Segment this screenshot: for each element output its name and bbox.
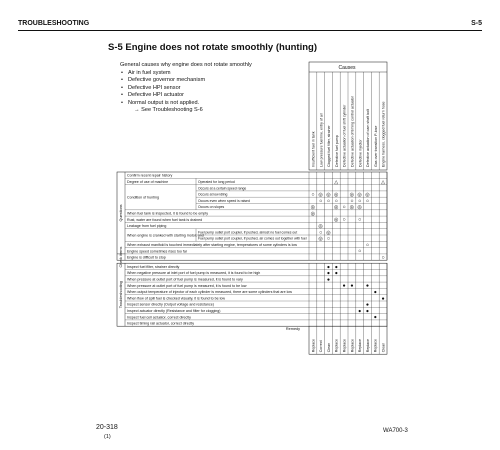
mark: ◎ xyxy=(326,192,331,198)
mark: ◎ xyxy=(310,204,316,211)
mark: ● xyxy=(326,276,331,283)
mark: ◎ xyxy=(318,236,323,243)
cause-column-label: Defective actuation of fuel shift cylinder xyxy=(342,104,347,167)
mark: △ xyxy=(381,179,386,186)
mark: ○ xyxy=(319,229,323,236)
check-item-text: Inspect actuator directly (Resistance and filter for clogging) xyxy=(127,309,221,313)
mark: ● xyxy=(334,264,338,271)
mark: ● xyxy=(365,308,370,315)
mark: ● xyxy=(381,295,385,302)
general-causes-heading: General causes why engine does not rotate smoothly xyxy=(120,62,252,68)
causes-header: Causes xyxy=(338,65,356,71)
mark: ● xyxy=(358,308,362,315)
see-reference: → See Troubleshooting S-6 xyxy=(134,107,203,113)
remedy-value: Clean xyxy=(326,342,331,353)
check-item-text: When pressure at outlet port of fuel pump is measured, it is found to vary xyxy=(127,277,243,282)
check-item-text: When pressure at outlet port of fuel pump is measured, it is found to be low xyxy=(127,283,247,288)
question-subtext: Fuel pump outlet port coupler, if pushed, air comes out together with fuel xyxy=(198,236,307,241)
remedy-value: Replace xyxy=(358,339,363,353)
mark: ○ xyxy=(319,198,323,205)
question-text: Degree of use of machine xyxy=(127,180,169,184)
mark: ○ xyxy=(342,217,346,224)
cause-column-label: Defective fuel pump xyxy=(334,135,339,167)
mark: ● xyxy=(373,289,377,296)
remedy-value: Replace xyxy=(342,339,347,353)
mark: △ xyxy=(334,179,339,186)
mark: ○ xyxy=(311,192,315,198)
cause-column-label: Low pressure fuel line, entry of air xyxy=(319,113,324,167)
remedy-value: Correct xyxy=(319,340,324,353)
mark: ◎ xyxy=(357,192,362,198)
question-text: Engine is difficult to stop xyxy=(127,255,166,260)
cause-column-label: Clogged fuel filter, strainer xyxy=(327,125,332,167)
mark: ○ xyxy=(326,198,331,205)
mark: ○ xyxy=(381,255,385,261)
question-subtext: Operated for long period xyxy=(198,180,235,184)
cause-item: • Normal output is not applied. xyxy=(120,100,252,108)
section-title: TROUBLESHOOTING xyxy=(18,20,90,27)
mark: ◎ xyxy=(326,229,331,236)
mark: ◎ xyxy=(334,204,339,211)
mark: ◎ xyxy=(318,223,323,230)
section-ref: S-5 xyxy=(471,20,482,27)
page-number: 20-318 xyxy=(96,424,118,431)
question-text: Engine speed sometimes rises too far xyxy=(127,249,188,254)
question-text: When fuel tank is inspected, it is found to be empty xyxy=(127,211,209,216)
mark: ○ xyxy=(326,236,331,243)
cause-item: • Defective HPI sensor xyxy=(120,85,252,93)
mark: ○ xyxy=(358,248,362,255)
group-label: Questions xyxy=(119,204,124,222)
mark: ● xyxy=(342,283,346,290)
remedy-label: Remedy xyxy=(285,327,301,332)
cause-column-label: Engine harness, clogged fuel return hose xyxy=(381,101,386,167)
question-text: Leakage from fuel piping xyxy=(127,224,167,229)
question-subtext: Occurs on slopes xyxy=(198,205,225,210)
check-item-text: When output temperature of injector of each cylinder is measured, there are some cylinders that are low xyxy=(127,290,292,295)
check-item-text: Inspect sensor directly (Output voltage and resistance) xyxy=(127,302,214,307)
mark: ● xyxy=(350,283,354,290)
cause-item: • Defective governor mechanism xyxy=(120,77,252,85)
check-item-text: When negative pressure at inlet port of fuel pump is measured, it is found to be high xyxy=(127,271,261,276)
check-item-text: Inspect fuel filter, strainer directly xyxy=(127,264,180,269)
mark: ◎ xyxy=(318,192,323,198)
question-subtext: Occurs even when speed is raised xyxy=(198,198,250,203)
mark: ○ xyxy=(350,198,354,205)
question-text: Confirm recent repair history xyxy=(127,173,173,178)
cause-column-label: Gas over transition P-lose xyxy=(373,125,378,167)
cause-column-labels xyxy=(312,95,386,167)
page-number-sub: (1) xyxy=(104,434,111,440)
question-text: When engine is cranked with starting motor, and xyxy=(127,233,204,238)
check-item-text: Inspect fuel cell actuator, correct directly xyxy=(127,315,191,320)
group-labels xyxy=(119,204,123,308)
mark: ● xyxy=(334,270,338,277)
group-label: Check items xyxy=(119,246,124,268)
mark: ● xyxy=(326,270,331,277)
mark: ○ xyxy=(365,242,370,249)
model-code: WA700-3 xyxy=(383,428,408,434)
remedy-value: Replace xyxy=(350,339,355,353)
question-text: Rust, water are found when fuel tank is drained xyxy=(127,217,203,222)
mark: ● xyxy=(373,314,377,321)
mark: ● xyxy=(365,283,370,290)
mark: ◎ xyxy=(349,204,355,211)
mark: ○ xyxy=(365,198,370,205)
mark: ◎ xyxy=(365,192,370,198)
mark: ○ xyxy=(358,198,362,205)
mark: ◎ xyxy=(349,192,355,198)
mark: ● xyxy=(326,264,331,271)
check-rows xyxy=(127,265,292,326)
cause-column-label: Insufficient fuel in tank xyxy=(311,131,316,167)
page-title: S-5 Engine does not rotate smoothly (hunting) xyxy=(108,42,317,53)
remedy-value: Replace xyxy=(365,339,370,353)
mark: ◎ xyxy=(357,204,362,211)
mark: ○ xyxy=(342,204,346,211)
group-label: Troubleshooting xyxy=(119,281,124,309)
mark: ● xyxy=(365,302,370,309)
cause-column-label: Defective actuation of cam shaft bolt xyxy=(366,109,371,167)
mark: ◎ xyxy=(310,210,316,217)
mark: ◎ xyxy=(334,217,339,224)
remedy-row xyxy=(286,327,386,352)
cause-item: • Defective HPI actuator xyxy=(120,92,252,100)
cause-column-label: Defective actuation of timing control actuator xyxy=(350,96,355,167)
remedy-value: Replace xyxy=(311,339,316,353)
cause-column-label: Defective injector xyxy=(358,139,363,167)
mark: ○ xyxy=(358,217,362,224)
mark: ○ xyxy=(334,198,338,205)
mark: ◎ xyxy=(334,192,339,198)
question-rows xyxy=(127,174,307,260)
remedy-value: Replace xyxy=(373,339,378,353)
remedy-value: Clean xyxy=(381,342,386,353)
question-text: Condition of hunting xyxy=(127,195,159,200)
cause-item: • Air in fuel system xyxy=(120,70,252,78)
question-subtext: Occurs at low idling xyxy=(198,192,228,197)
check-item-text: Inspect timing rail actuator, correct directly xyxy=(127,321,195,326)
question-text: When exhaust manifold is touched immediately after starting engine, temperatures of some cylinders is low xyxy=(127,243,297,247)
remedy-value: Replace xyxy=(334,339,339,353)
question-subtext: Occurs at a certain speed range xyxy=(198,186,247,191)
question-subtext: Fuel pump outlet port coupler, if pushed, almost no fuel comes out xyxy=(198,230,298,235)
check-item-text: When flow of spill fuel is checked visually, it is found to be low xyxy=(127,296,226,301)
